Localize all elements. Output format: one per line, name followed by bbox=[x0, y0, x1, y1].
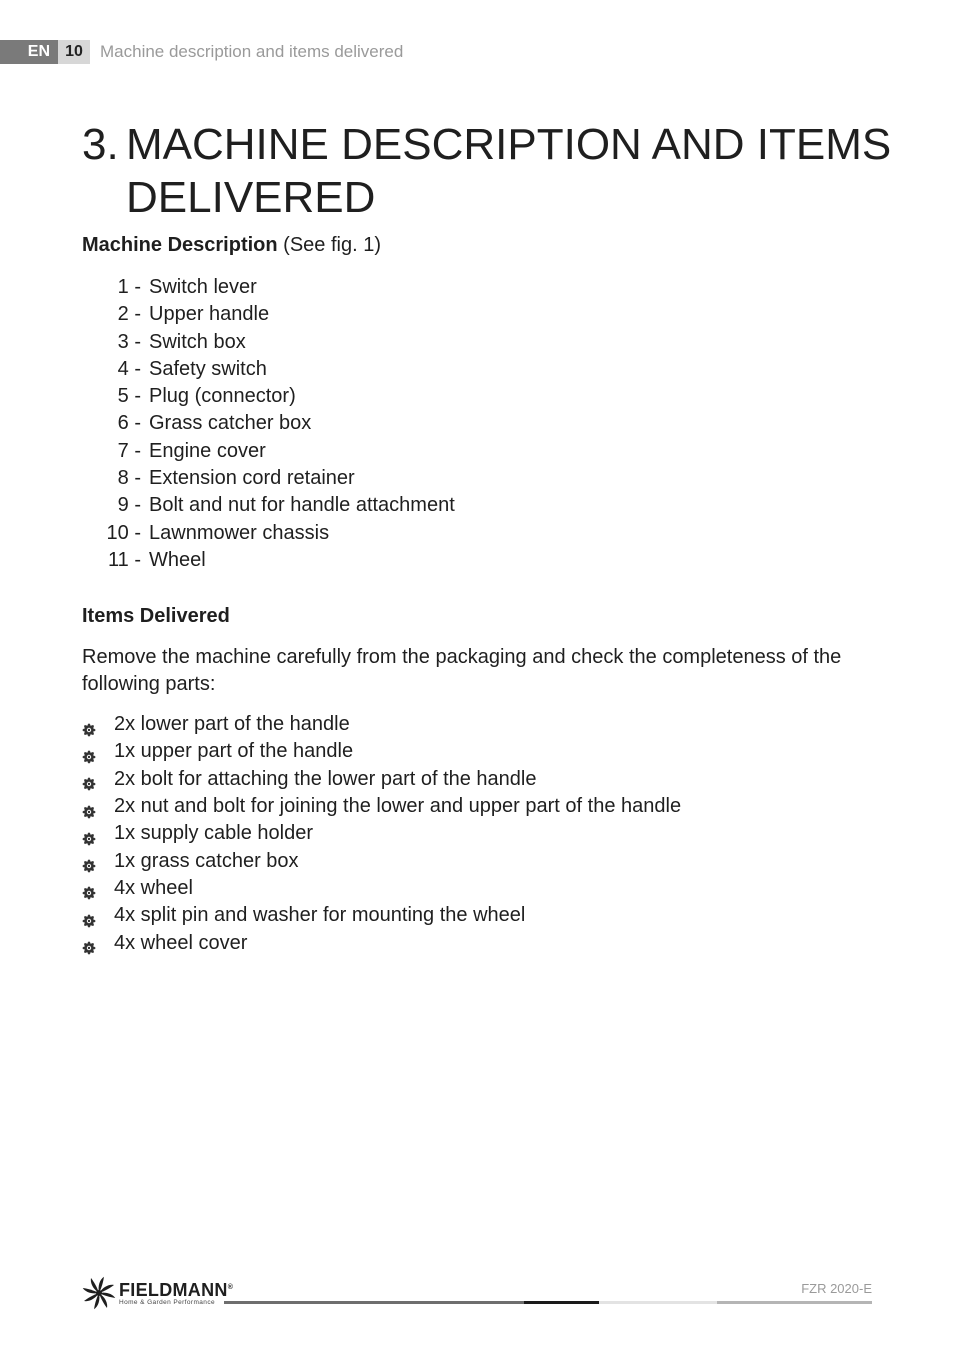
machine-part-label: Safety switch bbox=[149, 357, 267, 380]
machine-part-number: 4 - bbox=[117, 357, 141, 380]
flower-bullet-icon bbox=[82, 854, 96, 868]
footer-rule-segment-3 bbox=[599, 1301, 717, 1304]
footer-rule-segment-4 bbox=[717, 1301, 872, 1304]
machine-part-item bbox=[82, 301, 455, 328]
delivered-item-label: 2x lower part of the handle bbox=[114, 713, 350, 736]
machine-part-number: 11 - bbox=[108, 548, 141, 571]
delivered-item bbox=[82, 875, 681, 902]
delivered-item bbox=[82, 902, 681, 929]
machine-part-number: 2 - bbox=[117, 303, 141, 326]
delivered-item-label: 1x grass catcher box bbox=[114, 849, 299, 872]
delivered-item-label: 1x supply cable holder bbox=[114, 822, 314, 845]
flower-bullet-icon bbox=[82, 800, 96, 814]
delivered-item-label: 4x wheel cover bbox=[114, 931, 248, 954]
machine-part-item bbox=[82, 547, 455, 574]
machine-part-number: 7 - bbox=[117, 439, 141, 462]
machine-part-number: 3 - bbox=[117, 330, 141, 353]
delivered-item-label: 2x bolt for attaching the lower part of the handle bbox=[114, 767, 537, 790]
brand-tagline: Home & Garden Performance bbox=[119, 1299, 215, 1306]
machine-part-item bbox=[82, 274, 455, 301]
delivered-item bbox=[82, 793, 681, 820]
delivered-item-label: 4x wheel bbox=[114, 876, 193, 899]
delivered-item bbox=[82, 766, 681, 793]
machine-part-number: 1 - bbox=[117, 276, 141, 298]
machine-part-number: 8 - bbox=[117, 467, 141, 490]
machine-part-label: Grass catcher box bbox=[149, 412, 312, 435]
machine-part-label: Switch lever bbox=[149, 276, 257, 298]
machine-part-item bbox=[82, 438, 455, 465]
machine-part-item bbox=[82, 410, 455, 437]
delivered-item-label: 1x upper part of the handle bbox=[114, 740, 354, 763]
machine-part-label: Plug (connector) bbox=[149, 385, 296, 408]
flower-bullet-icon bbox=[82, 772, 96, 786]
flower-bullet-icon bbox=[82, 881, 96, 895]
delivered-item bbox=[82, 711, 681, 738]
brand-logo bbox=[82, 1276, 233, 1310]
footer-rule-segment-2 bbox=[524, 1301, 599, 1304]
machine-parts-list bbox=[82, 274, 455, 574]
machine-part-number: 6 - bbox=[117, 412, 141, 435]
items-delivered-title: Items Delivered bbox=[82, 605, 230, 627]
section-title-line1: MACHINE DESCRIPTION AND ITEMS bbox=[126, 120, 892, 169]
machine-part-label: Upper handle bbox=[149, 303, 270, 326]
footer-rule-segment-1 bbox=[224, 1301, 524, 1304]
brand-name: FIELDMANN bbox=[119, 1280, 228, 1300]
flower-bullet-icon bbox=[82, 745, 96, 759]
delivered-item bbox=[82, 820, 681, 847]
figure-reference: (See fig. 1) bbox=[283, 234, 381, 256]
machine-part-label: Switch box bbox=[149, 330, 246, 353]
model-number: FZR 2020-E bbox=[801, 1281, 872, 1296]
section-number: 3. bbox=[82, 120, 119, 169]
page-number: 10 bbox=[58, 40, 90, 64]
page-header bbox=[0, 40, 403, 64]
flower-bullet-icon bbox=[82, 718, 96, 732]
machine-part-item bbox=[82, 520, 455, 547]
machine-part-number: 10 - bbox=[106, 521, 141, 544]
machine-part-label: Wheel bbox=[149, 548, 206, 571]
items-delivered-intro: Remove the machine carefully from the packaging and check the completeness of the following parts: bbox=[82, 646, 842, 695]
machine-part-label: Extension cord retainer bbox=[149, 467, 355, 490]
flower-bullet-icon bbox=[82, 909, 96, 923]
flower-bullet-icon bbox=[82, 827, 96, 841]
machine-part-item bbox=[82, 356, 455, 383]
machine-part-number: 9 - bbox=[117, 494, 141, 517]
language-tab: EN bbox=[0, 40, 58, 64]
machine-description-heading bbox=[82, 234, 381, 257]
flower-bullet-icon bbox=[82, 936, 96, 950]
page-footer bbox=[82, 1276, 872, 1316]
machine-part-item bbox=[82, 383, 455, 410]
section-title-line2: DELIVERED bbox=[126, 173, 376, 222]
machine-part-label: Lawnmower chassis bbox=[149, 521, 330, 544]
delivered-item bbox=[82, 738, 681, 765]
delivered-item-label: 2x nut and bolt for joining the lower and upper part of the handle bbox=[114, 795, 682, 818]
machine-part-item bbox=[82, 492, 455, 519]
section-title bbox=[82, 118, 902, 224]
fieldmann-swirl-logo-icon bbox=[82, 1276, 116, 1310]
machine-part-label: Engine cover bbox=[149, 439, 266, 462]
delivered-item bbox=[82, 847, 681, 874]
machine-part-label: Bolt and nut for handle attachment bbox=[149, 494, 455, 517]
machine-part-item bbox=[82, 329, 455, 356]
machine-part-number: 5 - bbox=[117, 385, 141, 408]
items-delivered-heading bbox=[82, 605, 230, 628]
items-delivered-list bbox=[82, 711, 681, 957]
brand-text bbox=[119, 1279, 233, 1307]
delivered-item-label: 4x split pin and washer for mounting the wheel bbox=[114, 904, 526, 927]
running-title: Machine description and items delivered bbox=[100, 42, 404, 61]
machine-description-title: Machine Description bbox=[82, 234, 278, 256]
delivered-item bbox=[82, 929, 681, 956]
trademark: ® bbox=[227, 1284, 234, 1291]
machine-part-item bbox=[82, 465, 455, 492]
